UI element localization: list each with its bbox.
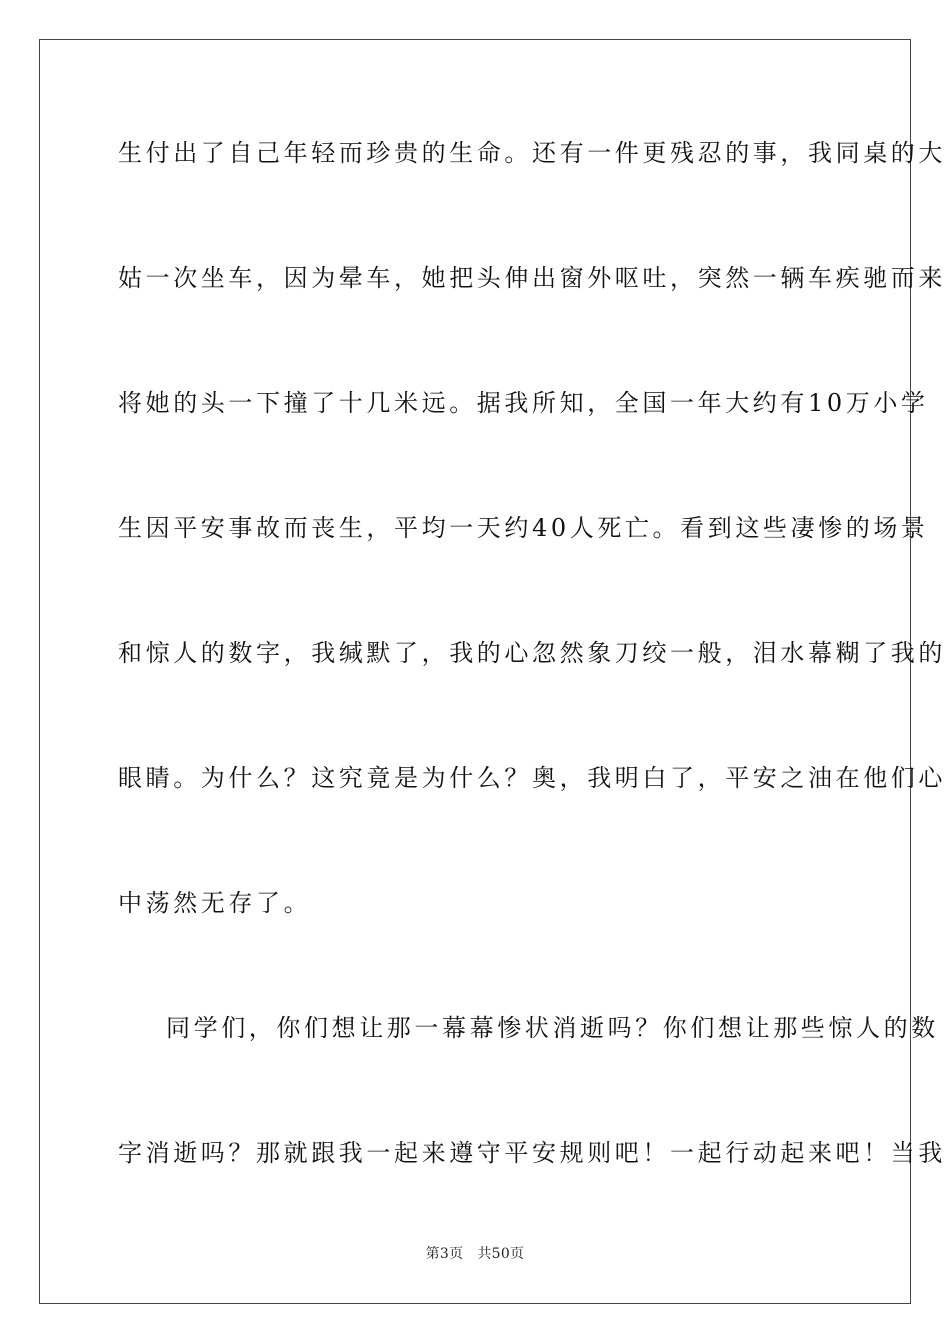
text-line-1: 生付出了自己年轻而珍贵的生命。还有一件更残忍的事，我同桌的大 [118,139,946,167]
text-line-9: 字消逝吗？那就跟我一起来遵守平安规则吧！一起行动起来吧！当我 [118,1139,946,1167]
text-line-6: 眼睛。为什么？这究竟是为什么？奥，我明白了，平安之油在他们心 [118,764,946,792]
text-line [118,127,946,252]
text-line [118,752,946,877]
text-line [118,252,946,377]
text-line-7: 中荡然无存了。 [118,889,312,917]
text-line [118,627,946,752]
text-line [118,1002,939,1127]
text-line-3: 将她的头一下撞了十几米远。据我所知，全国一年大约有10万小学 [118,389,929,417]
text-line-8: 同学们，你们想让那一幕幕惨状消逝吗？你们想让那些惊人的数 [166,1014,939,1042]
page-footer [0,1243,950,1263]
page-total: 共50页 [477,1246,525,1262]
text-line [118,877,834,1002]
text-line [118,1127,946,1252]
document-body [118,127,946,1252]
text-line [118,377,929,502]
page-number: 第3页 [425,1246,464,1262]
text-line-5: 和惊人的数字，我缄默了，我的心忽然象刀绞一般，泪水幕糊了我的 [118,639,946,667]
text-line-4: 生因平安事故而丧生，平均一天约40人死亡。看到这些凄惨的场景 [118,514,929,542]
text-line [118,502,929,627]
text-line-2: 姑一次坐车，因为晕车，她把头伸出窗外呕吐，突然一辆车疾驰而来 [118,264,946,292]
